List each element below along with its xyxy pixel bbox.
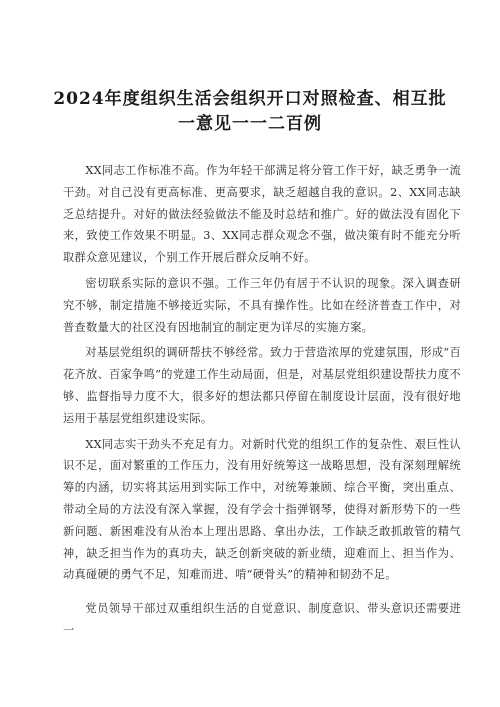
paragraph-5: 党员领导干部过双重组织生活的自觉意识、制度意识、带头意识还需要进一 (63, 602, 461, 637)
paragraph-3: 对基层党组织的调研帮扶不够经常。致力于营造浓厚的党建氛围，形成“百花齐放、百家争鸣”的党建工作生动局面，但是，对基层党组织建设帮扶力度不够、监督指导力度不大，很多好的想法都只停留在制度设计层面，没有很好地运用于基层党组织建设实际。 (63, 346, 461, 425)
document-title-line-2: 一意见一一二百例 (178, 114, 322, 134)
paragraph-1: XX同志工作标准不高。作为年轻干部满足将分管工作干好，缺乏勇争一流干劲。对自己没有更高标准、更高要求，缺乏超越自我的意识。2、XX同志缺乏总结提升。对好的做法经验做法不能及时总结和推广。好的做法没有固化下来，致使工作效果不明显。3、XX同志群众观念不强，做决策有时不能充分听取群众意见建议，个别工作开展后群众反响不好。 (63, 164, 461, 265)
document-title-line-1: 2024年度组织生活会组织开口对照检查、相互批 (53, 89, 447, 109)
document-body (63, 160, 461, 646)
paragraph-2: 密切联系实际的意识不强。工作三年仍有居于不认识的现象。深入调查研究不够，制定措施不够接近实际，不具有操作性。比如在经济普查工作中，对普查数量大的社区没有因地制宜的制定更为详尽的实施方案。 (63, 276, 461, 334)
paragraph-4: XX同志实干劲头不充足有力。对新时代党的组织工作的复杂性、艰巨性认识不足，面对繁重的工作压力，没有用好统筹这一战略思想，没有深刻理解统筹的内涵，切实将其运用到实际工作中，对统筹兼顾、综合平衡，突出重点、带动全局的方法没有深入掌握，没有学会十指弹钢琴，使得对新形势下的一些新问题、新困难没有从治本上理出思路、拿出办法，工作缺乏敢抓敢管的精气神，缺乏担当作为的真功夫，缺乏创新突破的新业绩，迎难而上、担当作为、动真碰硬的勇气不足，知难而进、啃“硬骨头”的精神和韧劲不足。 (63, 437, 461, 582)
